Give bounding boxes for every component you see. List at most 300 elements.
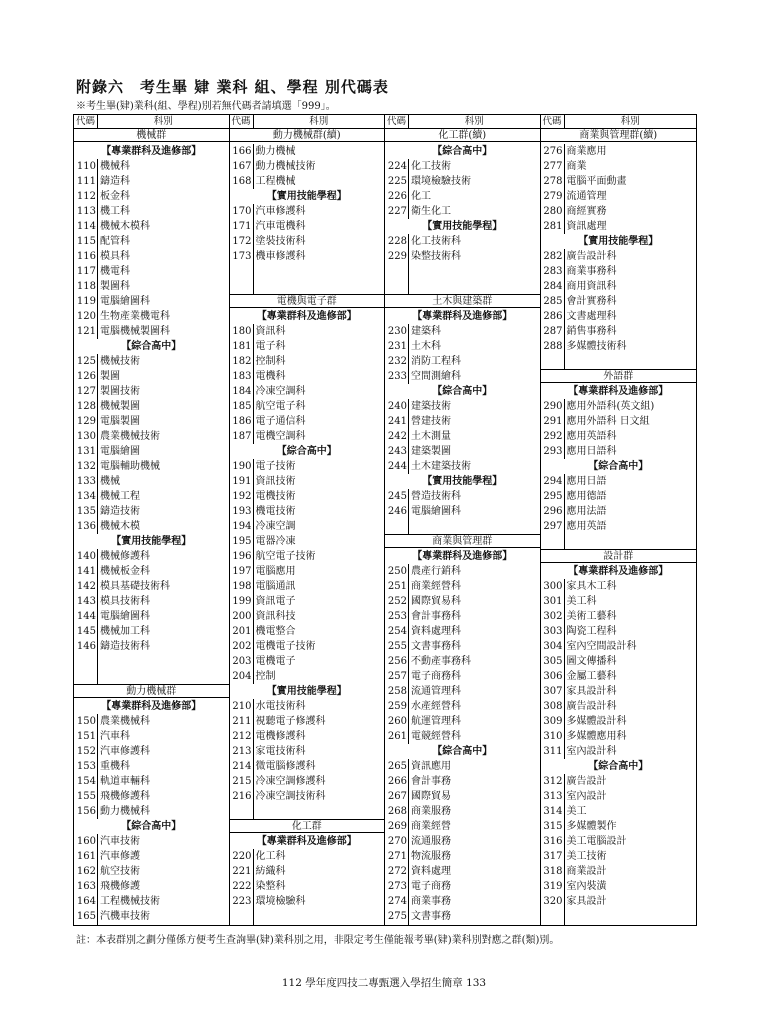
table-row — [230, 549, 385, 564]
row-code: 292 — [541, 429, 565, 444]
code-header: 代碼 — [230, 115, 254, 128]
table-row — [230, 579, 385, 594]
row-code: 275 — [385, 909, 409, 924]
row-name: 資訊科 — [255, 326, 286, 337]
row-code: 272 — [385, 864, 409, 879]
row-code: 288 — [541, 339, 565, 354]
table-row — [541, 219, 697, 234]
section-label: 【專業群科及進修部】 — [385, 309, 540, 324]
row-name: 飛機修護科 — [100, 791, 150, 802]
row-code: 257 — [385, 669, 409, 684]
section-label: 【專業群科及進修部】 — [385, 549, 540, 564]
row-code: 121 — [74, 324, 98, 339]
table-row — [385, 849, 540, 864]
group-header: 化工群 — [230, 819, 385, 833]
row-name: 消防工程科 — [411, 356, 461, 367]
table-row — [385, 639, 540, 654]
table-row — [541, 624, 697, 639]
row-code: 301 — [541, 594, 565, 609]
row-name: 物流服務 — [411, 851, 451, 862]
row-code: 278 — [541, 174, 565, 189]
row-name: 建築製圖 — [411, 446, 451, 457]
section-label: 【綜合高中】 — [385, 384, 540, 399]
row-code: 216 — [230, 789, 254, 804]
row-code: 319 — [541, 879, 565, 894]
row-code: 241 — [385, 414, 409, 429]
row-name: 電機技術 — [255, 491, 296, 502]
row-code: 293 — [541, 444, 565, 459]
row-code: 118 — [74, 279, 98, 294]
table-row — [230, 234, 385, 249]
table-row — [74, 804, 229, 819]
row-name: 家電技術科 — [255, 746, 306, 757]
row-name: 製圖科 — [100, 281, 130, 292]
table-row — [74, 864, 229, 879]
table-row — [541, 774, 697, 789]
row-name: 航空電子科 — [255, 401, 306, 412]
row-name: 模具科 — [100, 251, 130, 262]
row-code: 156 — [74, 804, 98, 819]
row-name: 電腦製圖 — [100, 416, 140, 427]
row-name: 機械修護科 — [100, 551, 150, 562]
row-name: 文書處理科 — [566, 311, 617, 322]
table-row — [385, 174, 540, 189]
row-name: 美術工藝科 — [566, 611, 617, 622]
table-row — [385, 909, 540, 924]
row-name: 機械木模 — [100, 521, 140, 532]
table-row — [74, 759, 229, 774]
table-row — [541, 489, 697, 504]
row-name: 多媒體應用科 — [566, 731, 627, 742]
table-row — [74, 204, 229, 219]
row-name: 應用外語科 日文組 — [566, 416, 650, 427]
row-code: 258 — [385, 684, 409, 699]
row-code: 253 — [385, 609, 409, 624]
row-name: 土木建築技術 — [411, 461, 471, 472]
row-code: 202 — [230, 639, 254, 654]
row-code: 198 — [230, 579, 254, 594]
row-name: 重機科 — [100, 761, 130, 772]
row-code: 223 — [230, 894, 254, 909]
row-name: 電競經營科 — [411, 731, 461, 742]
row-code: 285 — [541, 294, 565, 309]
row-name: 文書事務 — [411, 911, 451, 922]
row-code: 294 — [541, 474, 565, 489]
table-row — [541, 729, 697, 744]
row-name: 農業機械技術 — [100, 431, 160, 442]
table-row — [74, 894, 229, 909]
row-name: 冷凍空調修護科 — [255, 776, 326, 787]
table-row — [74, 849, 229, 864]
section-label: 【實用技能學程】 — [541, 234, 697, 249]
row-name: 控制科 — [255, 356, 286, 367]
row-code: 155 — [74, 789, 98, 804]
table-row — [541, 309, 697, 324]
row-name: 機械板金科 — [100, 566, 150, 577]
table-row — [541, 579, 697, 594]
table-row — [541, 519, 697, 534]
row-code: 173 — [230, 249, 254, 264]
table-row — [230, 654, 385, 669]
row-name: 電子科 — [255, 341, 286, 352]
table-row — [74, 504, 229, 519]
row-code: 161 — [74, 849, 98, 864]
table-row — [230, 219, 385, 234]
row-name: 家具木工科 — [566, 581, 617, 592]
row-name: 電機科 — [255, 371, 286, 382]
row-code: 200 — [230, 609, 254, 624]
row-code: 317 — [541, 849, 565, 864]
table-row — [230, 519, 385, 534]
row-code: 203 — [230, 654, 254, 669]
table-row — [385, 414, 540, 429]
table-row — [385, 714, 540, 729]
row-name: 汽車技術 — [100, 836, 140, 847]
table-column — [385, 115, 541, 925]
table-row — [541, 279, 697, 294]
table-row — [74, 564, 229, 579]
row-code: 226 — [385, 189, 409, 204]
table-row — [230, 459, 385, 474]
group-header: 土木與建築群 — [385, 294, 540, 308]
row-code: 125 — [74, 354, 98, 369]
row-code: 312 — [541, 774, 565, 789]
table-column — [74, 115, 230, 925]
row-name: 商業 — [566, 161, 587, 172]
table-row — [74, 324, 229, 339]
table-row — [230, 729, 385, 744]
table-row — [541, 324, 697, 339]
group-header: 機械群 — [74, 128, 229, 142]
section-label: 【綜合高中】 — [541, 759, 697, 774]
footnote: 註：本表群別之劃分僅係方便考生查詢畢(肄)業科別之用，非限定考生僅能報考畢(肄)業科別對應之群(類)別。 — [76, 935, 560, 946]
row-code: 187 — [230, 429, 254, 444]
row-name: 控制 — [255, 671, 276, 682]
table-row — [385, 729, 540, 744]
row-name: 農產行銷科 — [411, 566, 461, 577]
table-row — [230, 489, 385, 504]
row-code: 222 — [230, 879, 254, 894]
row-name: 機械工程 — [100, 491, 140, 502]
row-code: 162 — [74, 864, 98, 879]
row-name: 動力機械科 — [100, 806, 150, 817]
table-row — [541, 804, 697, 819]
group-header: 動力機械群(續) — [230, 128, 385, 142]
row-name: 工程機械 — [255, 176, 296, 187]
table-row — [385, 339, 540, 354]
name-header: 科別 — [153, 116, 173, 127]
table-row — [385, 624, 540, 639]
group-header: 動力機械群 — [74, 684, 229, 698]
table-row — [385, 864, 540, 879]
column-header — [74, 115, 229, 129]
table-row — [230, 249, 385, 264]
row-name: 機械技術 — [100, 356, 140, 367]
table-row — [74, 279, 229, 294]
code-header: 代碼 — [74, 115, 98, 128]
row-code: 163 — [74, 879, 98, 894]
table-row — [385, 459, 540, 474]
table-row — [541, 189, 697, 204]
row-name: 商業服務 — [411, 806, 451, 817]
code-header: 代碼 — [541, 115, 565, 128]
row-code: 306 — [541, 669, 565, 684]
row-name: 建築技術 — [411, 401, 451, 412]
row-code: 225 — [385, 174, 409, 189]
row-name: 汽車科 — [100, 731, 130, 742]
row-code: 201 — [230, 624, 254, 639]
row-name: 工程機械技術 — [100, 896, 160, 907]
table-row — [230, 699, 385, 714]
row-name: 建築科 — [411, 326, 441, 337]
row-code: 114 — [74, 219, 98, 234]
row-code: 135 — [74, 504, 98, 519]
row-name: 冷凍空調技術科 — [255, 791, 326, 802]
row-code: 183 — [230, 369, 254, 384]
table-row — [541, 654, 697, 669]
table-row — [74, 429, 229, 444]
row-name: 家具設計 — [566, 896, 607, 907]
table-row — [230, 369, 385, 384]
row-name: 多媒體技術科 — [566, 341, 627, 352]
row-code: 309 — [541, 714, 565, 729]
row-name: 應用英語 — [566, 521, 607, 532]
table-row — [230, 594, 385, 609]
row-code: 119 — [74, 294, 98, 309]
row-name: 製圖技術 — [100, 386, 140, 397]
row-name: 電腦繪圖科 — [100, 296, 150, 307]
row-name: 室內空間設計科 — [566, 641, 637, 652]
table-row — [385, 774, 540, 789]
table-row — [385, 654, 540, 669]
row-name: 流通服務 — [411, 836, 451, 847]
table-row — [541, 264, 697, 279]
row-name: 汽機車技術 — [100, 911, 150, 922]
row-code: 131 — [74, 444, 98, 459]
row-name: 室內裝潢 — [566, 881, 607, 892]
row-code: 136 — [74, 519, 98, 534]
table-row — [230, 789, 385, 804]
row-code: 307 — [541, 684, 565, 699]
row-code: 259 — [385, 699, 409, 714]
row-name: 航空技術 — [100, 866, 140, 877]
row-name: 流通管理 — [566, 191, 607, 202]
row-name: 應用德語 — [566, 491, 607, 502]
row-code: 320 — [541, 894, 565, 909]
table-row — [230, 534, 385, 549]
table-column — [230, 115, 386, 925]
row-name: 環境檢驗科 — [255, 896, 306, 907]
row-name: 染整科 — [255, 881, 286, 892]
row-code: 281 — [541, 219, 565, 234]
row-name: 化工技術科 — [411, 236, 461, 247]
row-code: 127 — [74, 384, 98, 399]
table-row — [230, 669, 385, 684]
section-label: 【專業群科及進修部】 — [74, 144, 229, 159]
section-label: 【實用技能學程】 — [230, 189, 385, 204]
table-row — [74, 774, 229, 789]
row-name: 多媒體製作 — [566, 821, 617, 832]
row-name: 會計事務科 — [411, 611, 461, 622]
row-code: 305 — [541, 654, 565, 669]
row-name: 電器冷凍 — [255, 536, 296, 547]
table-row — [74, 519, 229, 534]
row-code: 117 — [74, 264, 98, 279]
row-name: 商業事務 — [411, 896, 451, 907]
table-row — [541, 204, 697, 219]
row-name: 微電腦修護科 — [255, 761, 316, 772]
row-name: 板金科 — [100, 191, 130, 202]
row-name: 美工技術 — [566, 851, 607, 862]
row-name: 資訊技術 — [255, 476, 296, 487]
row-name: 應用法語 — [566, 506, 607, 517]
table-row — [541, 399, 697, 414]
table-row — [230, 774, 385, 789]
table-row — [74, 489, 229, 504]
row-name: 電腦繪圖科 — [100, 611, 150, 622]
row-code: 181 — [230, 339, 254, 354]
table-row — [541, 819, 697, 834]
row-name: 資料處理科 — [411, 626, 461, 637]
row-code: 113 — [74, 204, 98, 219]
table-row — [74, 219, 229, 234]
section-label: 【專業群科及進修部】 — [541, 384, 697, 399]
row-code: 170 — [230, 204, 254, 219]
row-name: 環境檢驗技術 — [411, 176, 471, 187]
table-row — [541, 504, 697, 519]
row-code: 265 — [385, 759, 409, 774]
row-code: 195 — [230, 534, 254, 549]
row-name: 商業經營科 — [411, 581, 461, 592]
row-code: 132 — [74, 459, 98, 474]
row-code: 126 — [74, 369, 98, 384]
group-header: 化工群(續) — [385, 128, 540, 142]
table-row — [541, 849, 697, 864]
section-label: 【綜合高中】 — [385, 144, 540, 159]
table-row — [230, 159, 385, 174]
row-name: 汽車修護科 — [255, 206, 306, 217]
group-header: 外語群 — [541, 369, 697, 383]
table-row — [541, 429, 697, 444]
table-row — [230, 639, 385, 654]
row-code: 215 — [230, 774, 254, 789]
row-code: 260 — [385, 714, 409, 729]
table-row — [541, 894, 697, 909]
table-row — [541, 594, 697, 609]
table-row — [74, 384, 229, 399]
table-row — [541, 699, 697, 714]
row-name: 染整技術科 — [411, 251, 461, 262]
row-name: 汽車修護 — [100, 851, 140, 862]
table-row — [541, 339, 697, 354]
row-code: 112 — [74, 189, 98, 204]
row-code: 140 — [74, 549, 98, 564]
row-name: 鑄造技術 — [100, 506, 140, 517]
row-name: 化工技術 — [411, 161, 451, 172]
table-row — [74, 159, 229, 174]
row-code: 270 — [385, 834, 409, 849]
row-code: 255 — [385, 639, 409, 654]
row-name: 電機電子技術 — [255, 641, 316, 652]
table-row — [74, 714, 229, 729]
table-row — [74, 399, 229, 414]
row-name: 家具設計科 — [566, 686, 617, 697]
table-row — [385, 159, 540, 174]
row-code: 197 — [230, 564, 254, 579]
row-code: 303 — [541, 624, 565, 639]
table-row — [385, 489, 540, 504]
row-code: 167 — [230, 159, 254, 174]
table-row — [385, 819, 540, 834]
row-name: 航運管理科 — [411, 716, 461, 727]
row-code: 232 — [385, 354, 409, 369]
table-row — [385, 444, 540, 459]
table-row — [385, 369, 540, 384]
row-code: 144 — [74, 609, 98, 624]
row-code: 268 — [385, 804, 409, 819]
group-header: 設計群 — [541, 549, 697, 563]
table-row — [74, 249, 229, 264]
row-name: 金屬工藝科 — [566, 671, 617, 682]
row-name: 商用資訊科 — [566, 281, 617, 292]
row-name: 多媒體設計科 — [566, 716, 627, 727]
row-name: 汽車電機科 — [255, 221, 306, 232]
row-name: 美工電腦設計 — [566, 836, 627, 847]
table-row — [74, 729, 229, 744]
row-code: 267 — [385, 789, 409, 804]
name-header: 科別 — [464, 116, 484, 127]
code-table — [73, 114, 697, 926]
row-code: 151 — [74, 729, 98, 744]
table-row — [74, 444, 229, 459]
table-row — [230, 339, 385, 354]
table-row — [541, 669, 697, 684]
row-code: 277 — [541, 159, 565, 174]
row-name: 營建技術 — [411, 416, 451, 427]
table-column — [541, 115, 697, 925]
row-name: 機械 — [100, 476, 120, 487]
table-row — [385, 669, 540, 684]
row-name: 應用日語 — [566, 476, 607, 487]
row-code: 184 — [230, 384, 254, 399]
row-code: 318 — [541, 864, 565, 879]
table-row — [385, 804, 540, 819]
row-code: 280 — [541, 204, 565, 219]
row-code: 300 — [541, 579, 565, 594]
row-code: 316 — [541, 834, 565, 849]
row-code: 168 — [230, 174, 254, 189]
table-row — [74, 609, 229, 624]
row-name: 美工 — [566, 806, 587, 817]
table-row — [230, 429, 385, 444]
row-code: 220 — [230, 849, 254, 864]
table-row — [385, 699, 540, 714]
row-code: 164 — [74, 894, 98, 909]
table-row — [230, 564, 385, 579]
row-name: 機電技術 — [255, 506, 296, 517]
row-name: 紡織科 — [255, 866, 286, 877]
section-label: 【專業群科及進修部】 — [541, 564, 697, 579]
table-row — [385, 894, 540, 909]
row-code: 276 — [541, 144, 565, 159]
section-label: 【專業群科及進修部】 — [230, 834, 385, 849]
row-code: 211 — [230, 714, 254, 729]
row-name: 陶瓷工程科 — [566, 626, 617, 637]
row-code: 291 — [541, 414, 565, 429]
row-code: 240 — [385, 399, 409, 414]
column-header — [230, 115, 385, 129]
row-name: 資訊處理 — [566, 221, 607, 232]
